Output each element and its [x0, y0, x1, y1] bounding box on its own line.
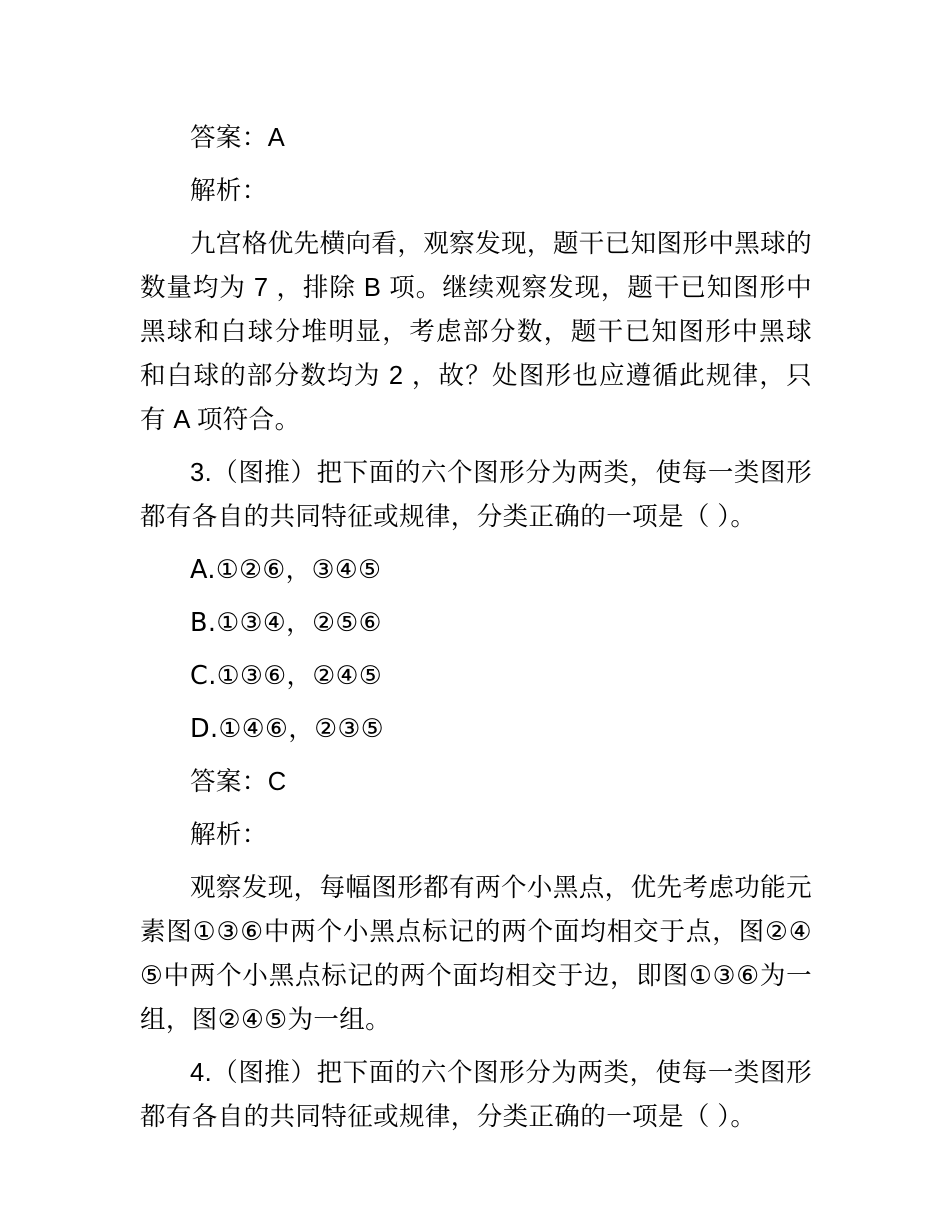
answer-line-question-2	[140, 116, 812, 160]
question-3-stem: 3.（图推）把下面的六个图形分为两类，使每一类图形都有各自的共同特征或规律，分类正确的一项是（ ）。	[140, 459, 812, 531]
analysis-body-3: 观察发现，每幅图形都有两个小黑点，优先考虑功能元素图①③⑥中两个小黑点标记的两个面均相交于点，图②④⑤中两个小黑点标记的两个面均相交于边，即图①③⑥为一组，图②④⑤为一组。	[140, 873, 812, 1035]
analysis-body-2: 九宫格优先横向看，观察发现，题干已知图形中黑球的数量均为 7 ，排除 B 项。继续观察发现，题干已知图形中黑球和白球分堆明显，考虑部分数，题干已知图形中黑球和白球的部分数均为 2 ，故？处图形也应遵循此规律，只有 A 项符合。	[140, 230, 812, 434]
option-c-text: C.①③⑥，②④⑤	[190, 661, 383, 691]
question-3-option-c[interactable]	[140, 654, 812, 698]
question-4-stem-block	[140, 1051, 812, 1139]
option-b-text: B.①③④，②⑤⑥	[190, 608, 382, 638]
analysis-label-2: 解析：	[190, 177, 268, 205]
analysis-label-3: 解析：	[190, 821, 268, 849]
question-3-option-a[interactable]	[140, 548, 812, 592]
question-4-stem: 4.（图推）把下面的六个图形分为两类，使每一类图形都有各自的共同特征或规律，分类正确的一项是（ ）。	[140, 1059, 812, 1131]
analysis-paragraph-question-3	[140, 866, 812, 1042]
answer-label-2: 答案：A	[190, 124, 286, 152]
analysis-label-question-3	[140, 813, 812, 857]
option-a-text: A.①②⑥，③④⑤	[190, 555, 382, 585]
question-3-option-d[interactable]	[140, 707, 812, 751]
analysis-label-question-2	[140, 169, 812, 213]
answer-label-3: 答案：C	[190, 768, 287, 796]
question-3-option-b[interactable]	[140, 601, 812, 645]
answer-line-question-3	[140, 760, 812, 804]
document-text-body	[140, 116, 812, 1139]
option-d-text: D.①④⑥，②③⑤	[190, 714, 385, 744]
question-3-stem-block	[140, 451, 812, 539]
analysis-paragraph-question-2	[140, 222, 812, 442]
